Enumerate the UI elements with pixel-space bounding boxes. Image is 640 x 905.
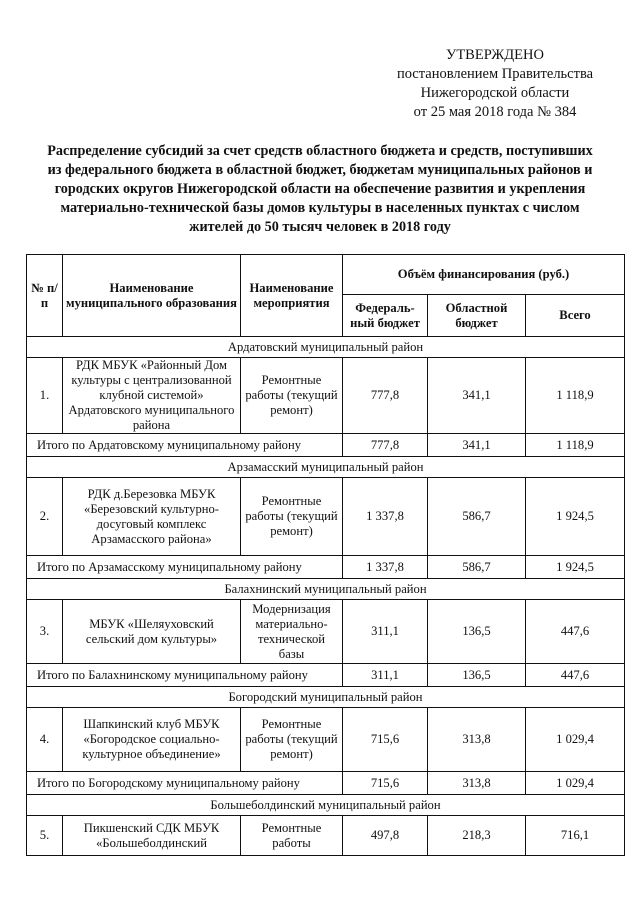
total-row [27, 556, 625, 579]
sum-federal: 715,6 [343, 772, 428, 795]
table-row [27, 478, 625, 556]
total-label: Итого по Ардатовскому муниципальному району [27, 434, 343, 457]
activity-cell: Ремонтные работы (текущий ремонт) [241, 358, 343, 434]
sum-federal: 311,1 [343, 664, 428, 687]
table-row [27, 816, 625, 856]
total-label: Итого по Богородскому муниципальному району [27, 772, 343, 795]
sum-total: 1 029,4 [526, 772, 625, 795]
approval-date: от 25 мая 2018 года № 384 [413, 104, 577, 120]
region-row: Арзамасский муниципальный район [27, 457, 625, 478]
activity-cell: Ремонтные работы (текущий ремонт) [241, 478, 343, 556]
regional-cell: 313,8 [428, 708, 526, 772]
header-municipality: Наименование муниципального образования [63, 255, 241, 337]
sum-total: 1 118,9 [526, 434, 625, 457]
organization-cell: МБУК «Шеляуховский сельский дом культуры» [63, 600, 241, 664]
sum-regional: 586,7 [428, 556, 526, 579]
row-number: 5. [27, 816, 63, 856]
header-number: № п/п [27, 255, 63, 337]
header-funding: Объём финансирования (руб.) [343, 255, 625, 295]
region-row: Ардатовский муниципальный район [27, 337, 625, 358]
federal-cell: 1 337,8 [343, 478, 428, 556]
row-number: 1. [27, 358, 63, 434]
sum-federal: 1 337,8 [343, 556, 428, 579]
approval-stamp [360, 46, 630, 122]
total-cell: 447,6 [526, 600, 625, 664]
total-cell: 716,1 [526, 816, 625, 856]
organization-cell: Шапкинский клуб МБУК «Богородское социально-культурное объединение» [63, 708, 241, 772]
organization-cell: Пикшенский СДК МБУК «Большеболдинский [63, 816, 241, 856]
organization-cell: РДК МБУК «Районный Дом культуры с централизованной клубной системой» Ардатовского муниципального района [63, 358, 241, 434]
federal-cell: 777,8 [343, 358, 428, 434]
row-number: 4. [27, 708, 63, 772]
activity-cell: Ремонтные работы (текущий ремонт) [241, 708, 343, 772]
table-row [27, 600, 625, 664]
header-activity: Наименование мероприятия [241, 255, 343, 337]
header-total: Всего [526, 295, 625, 337]
total-row [27, 434, 625, 457]
region-row: Балахнинский муниципальный район [27, 579, 625, 600]
federal-cell: 497,8 [343, 816, 428, 856]
region-row: Богородский муниципальный район [27, 687, 625, 708]
regional-cell: 136,5 [428, 600, 526, 664]
total-cell: 1 924,5 [526, 478, 625, 556]
header-federal: Федераль-ный бюджет [343, 295, 428, 337]
federal-cell: 311,1 [343, 600, 428, 664]
sum-regional: 313,8 [428, 772, 526, 795]
organization-cell: РДК д.Березовка МБУК «Березовский культурно-досуговый комплекс Арзамасского района» [63, 478, 241, 556]
sum-federal: 777,8 [343, 434, 428, 457]
sum-total: 447,6 [526, 664, 625, 687]
total-row [27, 664, 625, 687]
total-label: Итого по Арзамасскому муниципальному району [27, 556, 343, 579]
total-row [27, 772, 625, 795]
approval-decree: постановлением Правительства [396, 66, 594, 82]
regional-cell: 586,7 [428, 478, 526, 556]
approval-title: УТВЕРЖДЕНО [446, 47, 544, 63]
total-cell: 1 029,4 [526, 708, 625, 772]
federal-cell: 715,6 [343, 708, 428, 772]
sum-regional: 136,5 [428, 664, 526, 687]
total-cell: 1 118,9 [526, 358, 625, 434]
regional-cell: 218,3 [428, 816, 526, 856]
region-row: Большеболдинский муниципальный район [27, 795, 625, 816]
activity-cell: Ремонтные работы [241, 816, 343, 856]
regional-cell: 341,1 [428, 358, 526, 434]
total-label: Итого по Балахнинскому муниципальному району [27, 664, 343, 687]
table-row [27, 708, 625, 772]
table-row [27, 358, 625, 434]
sum-regional: 341,1 [428, 434, 526, 457]
row-number: 2. [27, 478, 63, 556]
activity-cell: Модернизация материально-технической базы [241, 600, 343, 664]
document-title: Распределение субсидий за счет средств областного бюджета и средств, поступивших из федерального бюджета в областной бюджет, бюджетам муниципальных районов и городских округов Нижегородской области на обеспечение развития и укрепления материально-технической базы домов культуры в населенных пунктах с числом жителей до 50 тысяч человек в 2018 году [47, 143, 593, 235]
subsidy-table [26, 254, 625, 856]
row-number: 3. [27, 600, 63, 664]
sum-total: 1 924,5 [526, 556, 625, 579]
header-regional: Областной бюджет [428, 295, 526, 337]
approval-region: Нижегородской области [420, 85, 570, 101]
